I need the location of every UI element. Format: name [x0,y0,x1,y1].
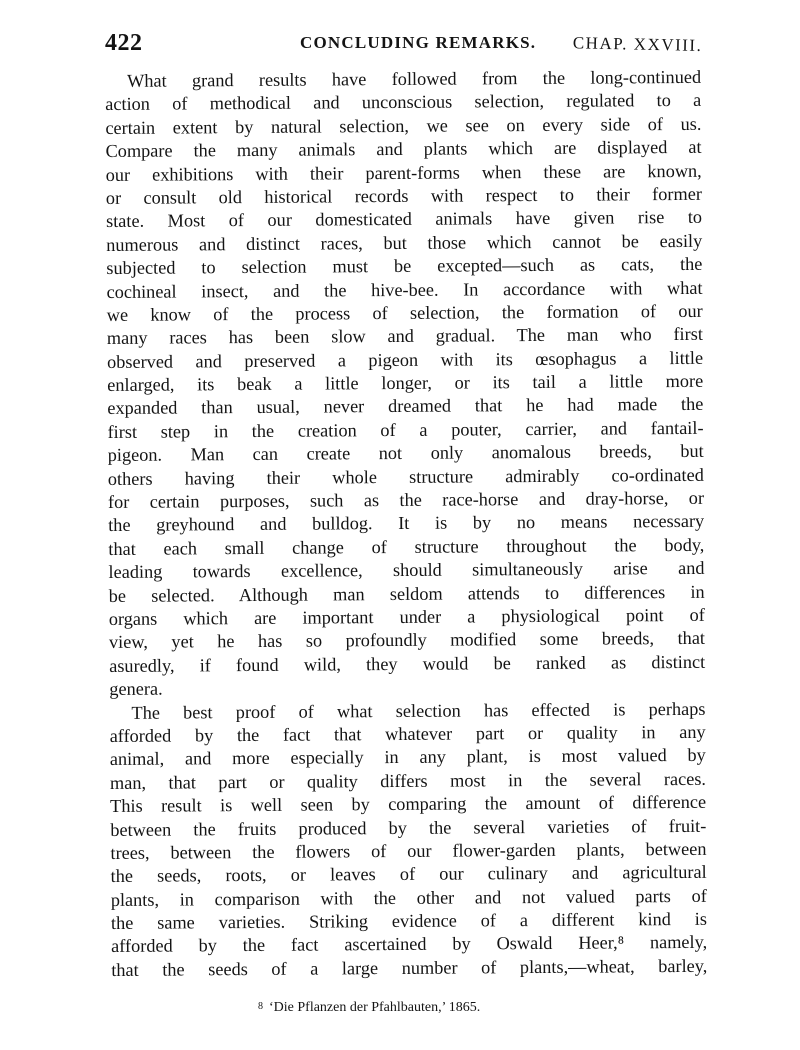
text-line: between the fruits produced by the several varieties of fruit- [110,815,707,840]
text-line: animal, and more especially in any plant, is most valued by [109,745,706,770]
text-line: others having their whole structure admirably co-ordinated [107,464,704,489]
text-line: our exhibitions with their parent-forms when these are known, [105,160,702,185]
text-line: afforded by the fact that whatever part or quality in any [109,721,706,746]
text-line: observed and preserved a pigeon with its œsophagus a little [106,347,704,372]
text-line: What grand results have followed from the long-continued [127,66,702,91]
chapter-reference: CHAP. XXVIII. [573,33,703,55]
footnote-text: ‘Die Pflanzen der Pfahlbauten,’ 1865. [269,1000,481,1015]
text-line: pigeon. Man can create not only anomalous breeds, but [107,441,704,466]
text-line: first step in the creation of a pouter, carrier, and fantail- [107,417,704,442]
text-line: Compare the many animals and plants which are displayed at [105,137,702,162]
text-line: action of methodical and unconscious selection, regulated to a [105,90,702,115]
text-line: view, yet he has so profoundly modified some breeds, that [108,628,706,653]
text-line: state. Most of our domesticated animals have given rise to [105,207,703,232]
text-line: organs which are important under a physiological point of [108,604,705,629]
page-header [105,30,705,60]
text-line: the greyhound and bulldog. It is by no means necessary [108,511,705,536]
text-line: we know of the process of selection, the formation of our [106,300,703,325]
text-line: be selected. Although man seldom attends to differences in [108,581,705,606]
text-line: genera. [109,678,163,700]
text-line: expanded than usual, never dreamed that he had made the [107,394,704,419]
text-line: man, that part or quality differs most in the several races. [109,768,707,793]
text-line: that the seeds of a large number of plants,—wheat, barley, [111,955,708,980]
page-number: 422 [105,30,143,56]
running-title: CONCLUDING REMARKS. [300,33,537,52]
text-line: or consult old historical records with respect to their former [105,183,702,208]
body-text [105,66,707,982]
text-line: afforded by the fact ascertained by Oswald Heer,⁸ namely, [111,932,708,957]
text-line: leading towards excellence, should simultaneously arise and [108,558,705,583]
text-line: the seeds, roots, or leaves of our culinary and agricultural [110,862,707,887]
text-line: the same varieties. Striking evidence of a different kind is [110,908,708,934]
text-line: enlarged, its beak a little longer, or its tail a little more [107,370,704,396]
text-line: certain extent by natural selection, we see on every side of us. [105,113,702,138]
text-line: that each small change of structure throughout the body, [108,534,705,559]
text-line: This result is well seen by comparing the amount of difference [110,791,707,817]
text-line: asuredly, if found wild, they would be ranked as distinct [109,651,706,676]
text-line: The best proof of what selection has effected is perhaps [131,698,706,723]
text-line: for certain purposes, such as the race-horse and dray-horse, or [107,487,705,513]
text-line: cochineal insect, and the hive-bee. In accordance with what [106,277,703,302]
footnote [258,1000,480,1016]
text-line: plants, in comparison with the other and not valued parts of [110,885,707,910]
footnote-marker: 8 [258,1001,263,1012]
text-line: numerous and distinct races, but those which cannot be easily [106,230,703,255]
text-line: subjected to selection must be excepted—such as cats, the [106,253,703,279]
text-line: many races has been slow and gradual. The man who first [106,324,703,349]
text-line: trees, between the flowers of our flower-garden plants, between [110,838,707,863]
